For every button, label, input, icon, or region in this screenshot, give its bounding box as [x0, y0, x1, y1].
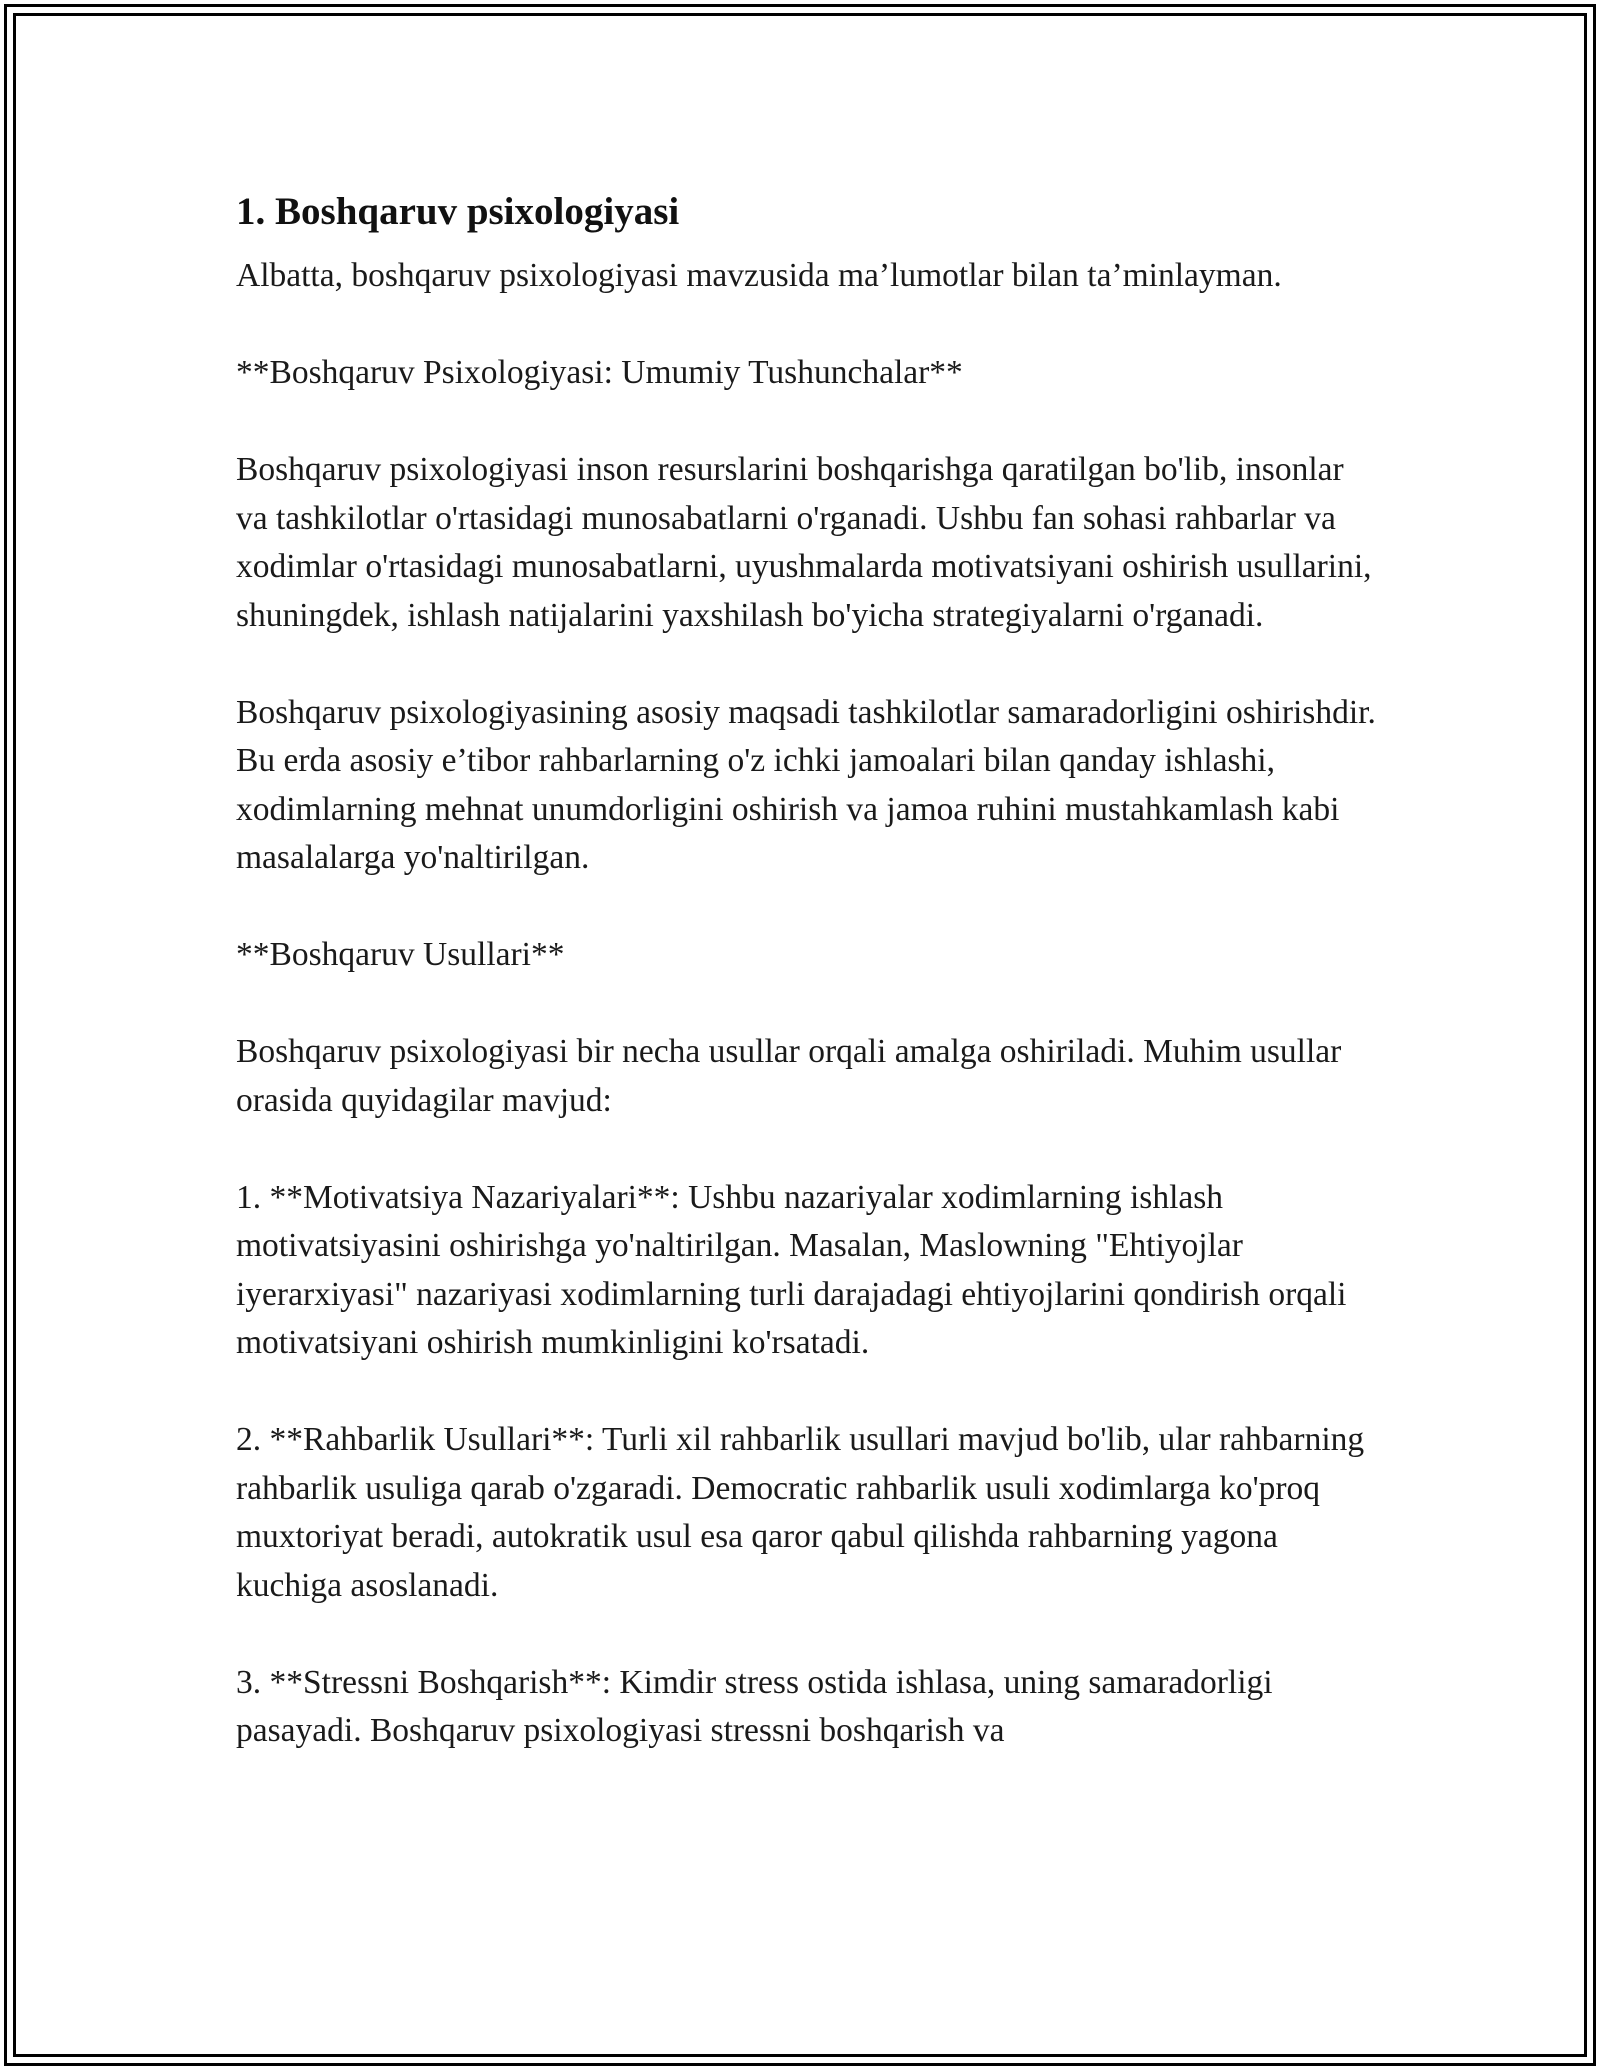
document-body	[236, 186, 1376, 1804]
document-title: 1. Boshqaruv psixologiyasi	[236, 190, 680, 233]
intro-paragraph: Albatta, boshqaruv psixologiyasi mavzusida ma’lumotlar bilan ta’minlayman.	[236, 257, 1282, 294]
definition-paragraph: Boshqaruv psixologiyasi inson resurslarini boshqarishga qaratilgan bo'lib, insonlar va tashkilotlar o'rtasidagi munosabatlarni o'rganadi. Ushbu fan sohasi rahbarlar va xodimlar o'rtasidagi munosabatlarni, uyushmalarda motivatsiyani oshirish usullarini, shuningdek, ishlash natijalarini yaxshilash bo'yicha strategiyalarni o'rganadi.	[236, 451, 1372, 634]
list-item-motivation-theories: 1. **Motivatsiya Nazariyalari**: Ushbu nazariyalar xodimlarning ishlash motivatsiyasini oshirishga yo'naltirilgan. Masalan, Maslowning "Ehtiyojlar iyerarxiyasi" nazariyasi xodimlarning turli darajadagi ehtiyojlarini qondirish orqali motivatsiyani oshirish mumkinligini ko'rsatadi.	[236, 1178, 1347, 1361]
list-item-stress-management: 3. **Stressni Boshqarish**: Kimdir stress ostida ishlasa, uning samaradorligi pasayadi. Boshqaruv psixologiyasi stressni boshqarish va	[236, 1663, 1273, 1749]
section-heading-general-concepts: **Boshqaruv Psixologiyasi: Umumiy Tushunchalar**	[236, 354, 963, 391]
section-heading-methods: **Boshqaruv Usullari**	[236, 936, 565, 973]
list-item-leadership-methods: 2. **Rahbarlik Usullari**: Turli xil rahbarlik usullari mavjud bo'lib, ular rahbarning rahbarlik usuliga qarab o'zgaradi. Democratic rahbarlik usuli xodimlarga ko'proq muxtoriyat beradi, autokratik usul esa qaror qabul qilishda rahbarning yagona kuchiga asoslanadi.	[236, 1421, 1365, 1604]
goal-paragraph: Boshqaruv psixologiyasining asosiy maqsadi tashkilotlar samaradorligini oshirishdir. Bu erda asosiy e’tibor rahbarlarning o'z ichki jamoalari bilan qanday ishlashi, xodimlarning mehnat unumdorligini oshirish va jamoa ruhini mustahkamlash kabi masalalarga yo'naltirilgan.	[236, 693, 1376, 876]
methods-intro-paragraph: Boshqaruv psixologiyasi bir necha usullar orqali amalga oshiriladi. Muhim usullar orasida quyidagilar mavjud:	[236, 1033, 1342, 1119]
